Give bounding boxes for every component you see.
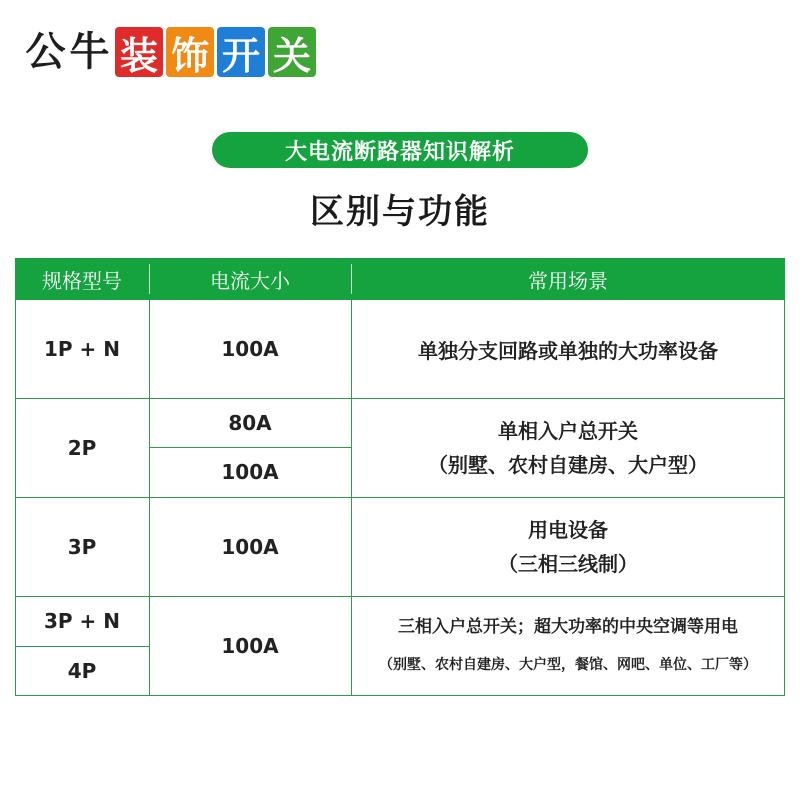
cell-model: 4P xyxy=(67,659,97,683)
cell-usage xyxy=(351,497,785,596)
cell-model: 3P + N xyxy=(44,609,120,633)
cell-current: 100A xyxy=(221,534,279,559)
logo-char: 公 xyxy=(25,29,67,75)
header-usage: 常用场景 xyxy=(528,268,608,293)
header-current: 电流大小 xyxy=(210,268,290,293)
usage-note: （别墅、农村自建房、大户型，餐馆、网吧、单位、工厂等） xyxy=(379,657,757,673)
usage-note: （别墅、农村自建房、大户型） xyxy=(428,452,708,477)
brand-logo-plain xyxy=(24,26,112,78)
cell-current: 100A xyxy=(221,634,279,658)
cell-current: 100A xyxy=(221,337,279,361)
cell-usage xyxy=(351,398,785,497)
logo-char: 牛 xyxy=(69,29,111,75)
cell-model: 3P xyxy=(67,534,97,559)
usage-line: 用电设备 xyxy=(528,517,608,542)
header-model: 规格型号 xyxy=(42,268,122,293)
cell-current: 80A xyxy=(228,410,272,435)
usage-line: 三相入户总开关；超大功率的中央空调等用电 xyxy=(398,617,738,637)
table-header xyxy=(15,258,785,300)
logo-tile-blue: 开 xyxy=(217,27,265,77)
cell-current: 100A xyxy=(221,460,279,484)
logo-tile-orange: 饰 xyxy=(166,27,214,77)
spec-table xyxy=(15,258,785,696)
page-subtitle: 区别与功能 xyxy=(310,192,490,232)
title-pill: 大电流断路器知识解析 xyxy=(212,132,588,168)
logo-tile-green: 关 xyxy=(268,27,316,77)
cell-model: 2P xyxy=(67,435,97,460)
cell-model: 1P + N xyxy=(44,337,120,361)
brand-logo xyxy=(24,26,316,78)
cell-usage xyxy=(351,596,785,696)
usage-line: 单相入户总开关 xyxy=(498,418,638,443)
usage-note: （三相三线制） xyxy=(498,551,638,576)
logo-tile-red: 装 xyxy=(115,27,163,77)
cell-usage: 单独分支回路或单独的大功率设备 xyxy=(418,338,718,363)
